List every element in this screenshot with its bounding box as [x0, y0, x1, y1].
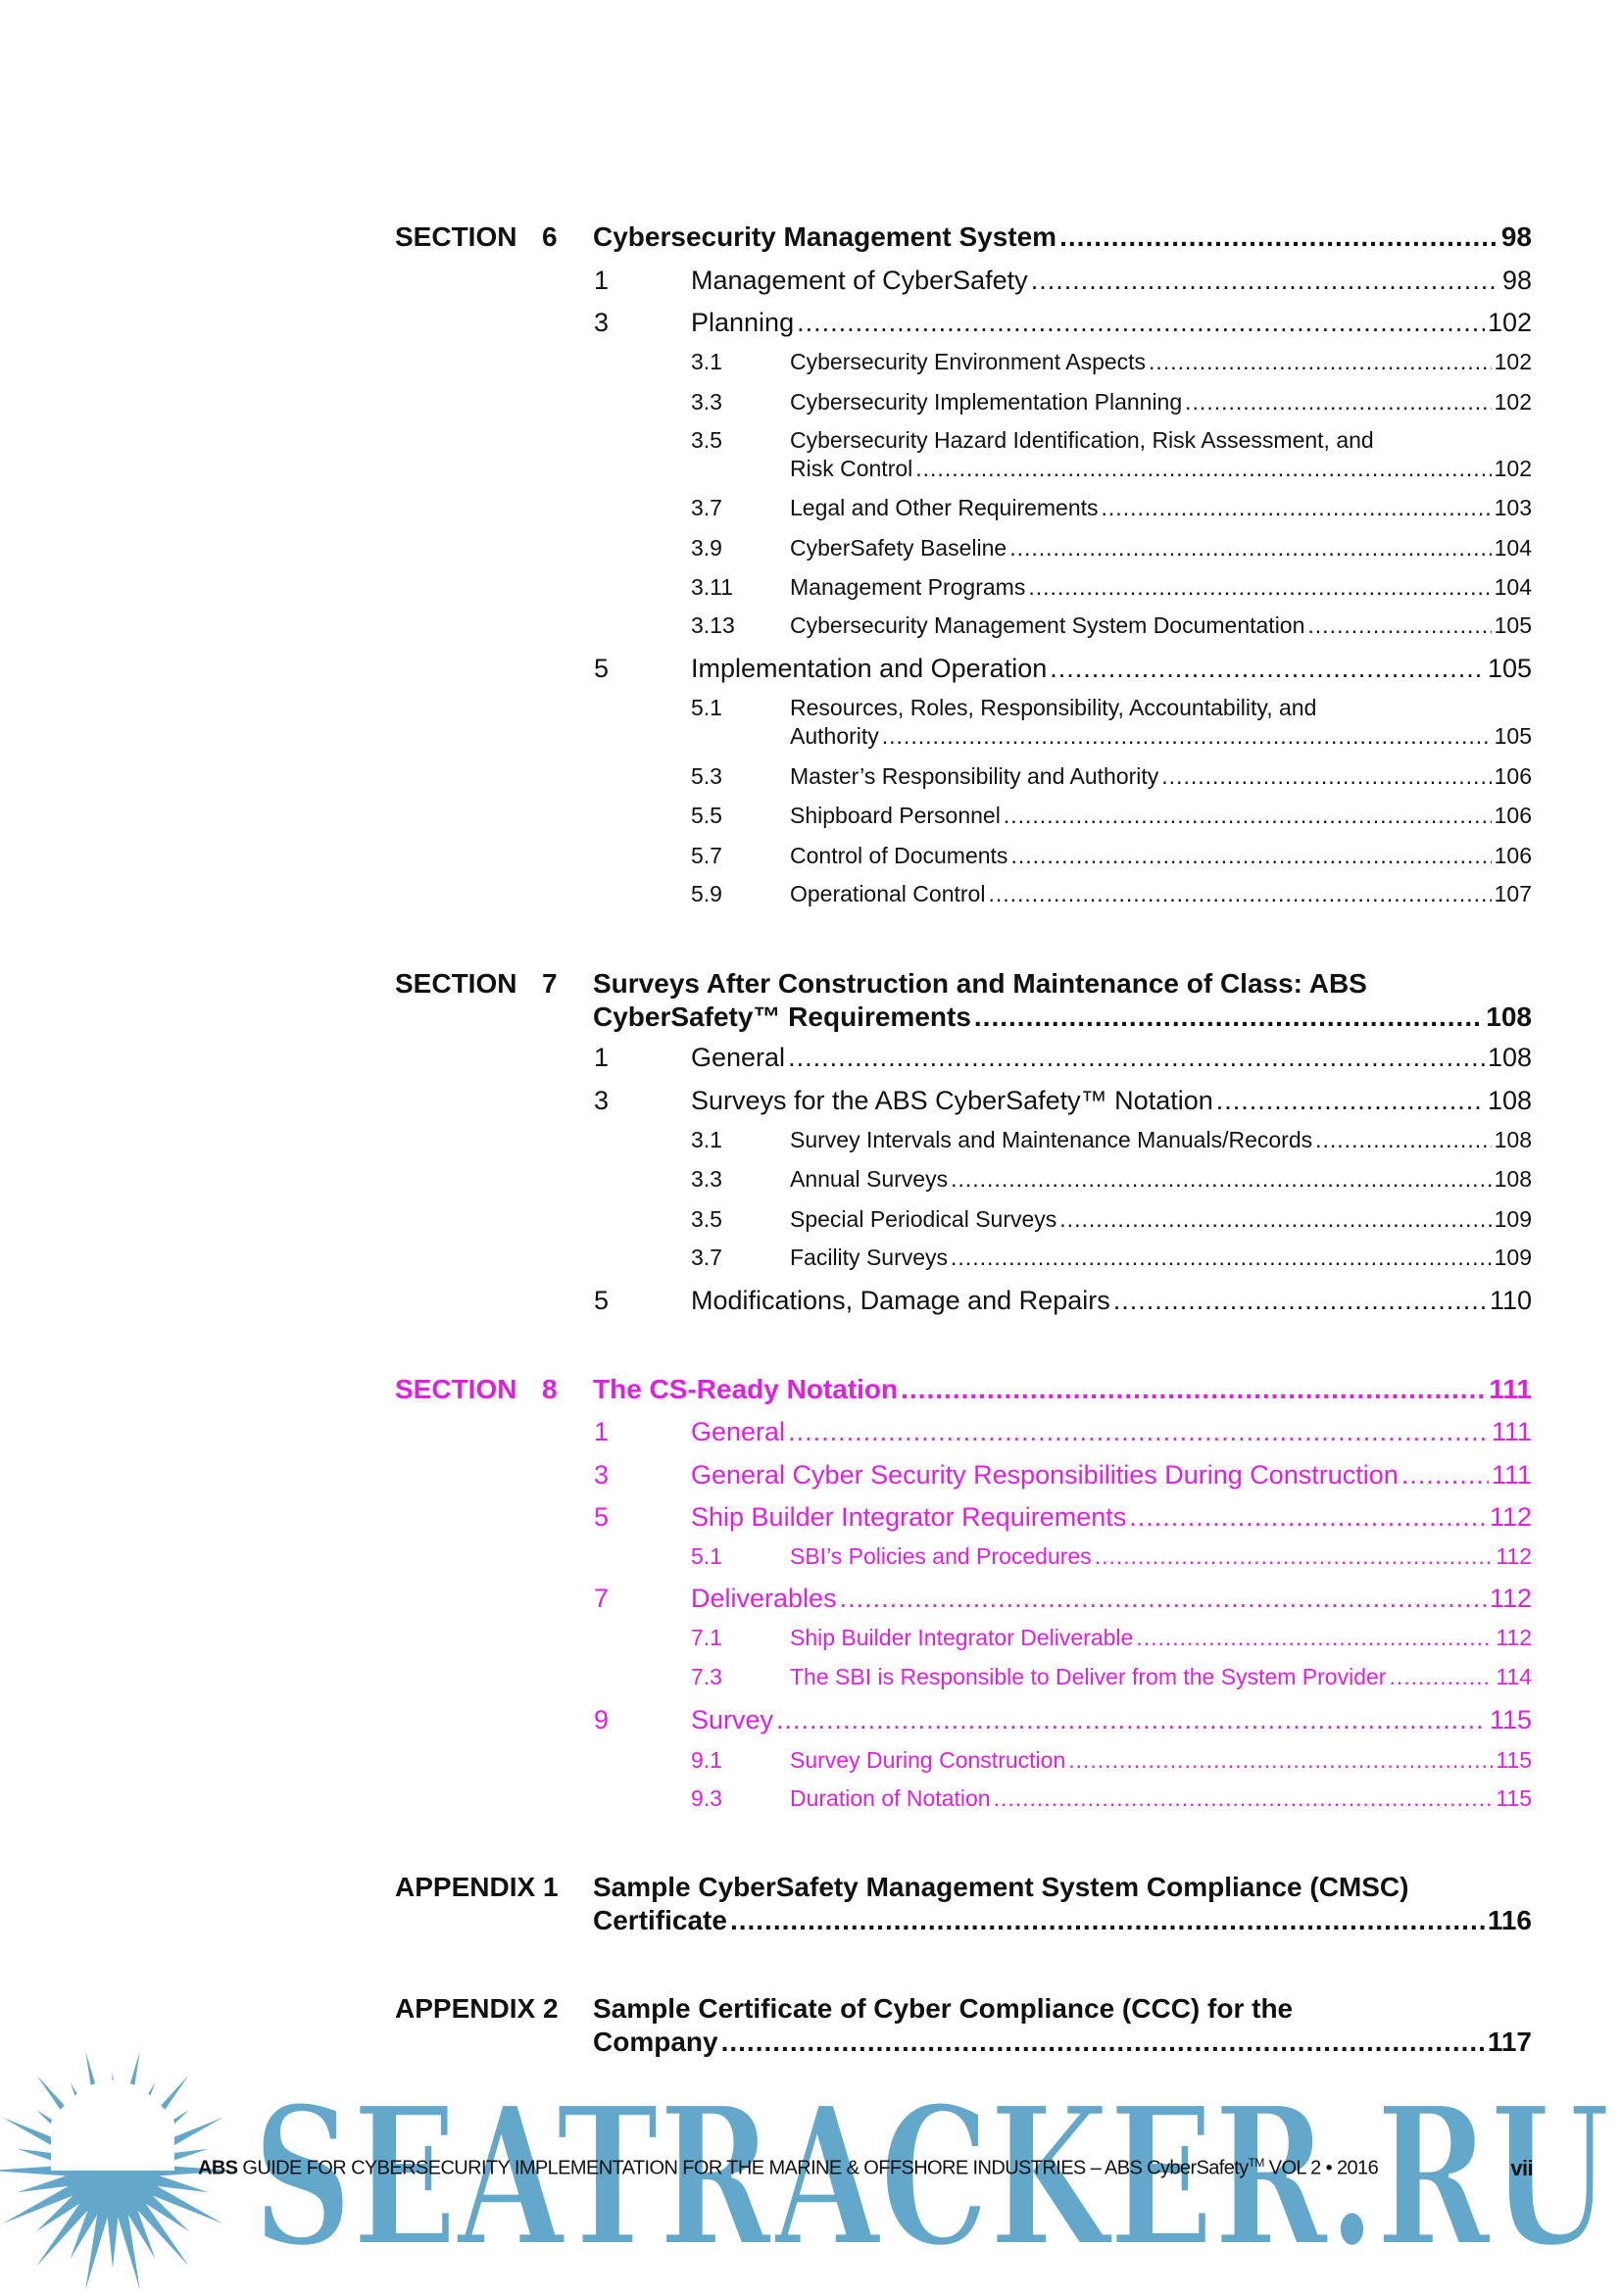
dot-leader	[1004, 803, 1492, 829]
page-number-ref[interactable]: 102	[1494, 456, 1532, 481]
page-number-ref[interactable]: 109	[1494, 1245, 1532, 1270]
entry-title[interactable]: Legal and Other Requirements	[790, 495, 1099, 520]
entry-title-line	[691, 1584, 1532, 1614]
entry-number: 3.3	[691, 1166, 722, 1192]
dot-leader	[788, 1417, 1489, 1447]
dot-leader	[1113, 1286, 1487, 1316]
entry-title[interactable]: Cybersecurity Environment Aspects	[790, 349, 1147, 374]
section-label	[395, 1374, 516, 1405]
dot-leader	[901, 1374, 1486, 1405]
page-number-ref[interactable]: 112	[1496, 1625, 1532, 1650]
dot-leader	[1161, 763, 1491, 790]
dot-leader	[1102, 495, 1492, 521]
entry-title[interactable]: Management of CyberSafety	[691, 266, 1028, 295]
page-number-ref[interactable]: 108	[1487, 1043, 1532, 1072]
dot-leader	[882, 723, 1492, 750]
page-number-ref[interactable]: 117	[1487, 2027, 1532, 2057]
dot-leader	[1185, 389, 1491, 415]
section-label	[395, 1993, 535, 2025]
dot-leader	[1389, 1664, 1493, 1690]
page-number-ref[interactable]: 103	[1494, 495, 1532, 520]
entry-title-line	[691, 1460, 1532, 1490]
entry-number: 3.1	[691, 349, 722, 374]
entry-title-line	[790, 881, 1532, 907]
entry-number: 5	[594, 654, 610, 683]
entry-number: 3	[594, 1086, 610, 1115]
entry-title-line	[790, 1166, 1532, 1193]
page-number-ref[interactable]: 110	[1489, 1286, 1532, 1315]
section-label	[395, 221, 516, 253]
page-number-ref[interactable]: 112	[1489, 1502, 1532, 1532]
dot-leader	[1059, 221, 1498, 253]
dot-leader	[797, 308, 1485, 338]
entry-number: 3	[594, 1460, 610, 1490]
entry-title[interactable]: Management Programs	[790, 574, 1026, 600]
page-number-ref[interactable]: 102	[1487, 308, 1532, 337]
page-number-ref[interactable]: 105	[1487, 654, 1532, 683]
page-number-ref[interactable]: 115	[1496, 1785, 1532, 1811]
entry-number: 3.11	[691, 574, 734, 600]
footer-title: GUIDE FOR CYBERSECURITY IMPLEMENTATION FOR THE MARINE & OFFSHORE INDUSTRIES – ABS CyberSafety	[237, 2157, 1249, 2179]
section-label-text: SECTION	[395, 1374, 517, 1404]
entry-title[interactable]: Ship Builder Integrator Deliverable	[790, 1625, 1134, 1650]
section-number: 7	[542, 968, 558, 999]
entry-title[interactable]: General Cyber Security Responsibilities During Construction	[691, 1460, 1399, 1490]
dot-leader	[730, 1905, 1485, 1936]
entry-title-line	[691, 308, 1532, 338]
entry-title-line	[593, 221, 1532, 253]
entry-number: 5.5	[691, 803, 722, 828]
page-number-ref[interactable]: 98	[1500, 221, 1532, 252]
entry-title[interactable]: Surveys After Construction and Maintenance of Class: ABS	[593, 968, 1367, 999]
page-number-ref[interactable]: 111	[1491, 1417, 1532, 1446]
entry-title-line	[790, 349, 1532, 375]
entry-title-line	[790, 1127, 1532, 1153]
page-number-ref[interactable]: 98	[1501, 266, 1532, 295]
watermark-text: SEATRACKER.RU	[253, 2065, 1610, 2290]
page-number-ref[interactable]: 106	[1494, 843, 1532, 868]
dot-leader	[840, 1584, 1487, 1614]
dot-leader	[1059, 1206, 1491, 1233]
entry-title-line	[790, 1785, 1532, 1812]
entry-title[interactable]: Facility Surveys	[790, 1245, 949, 1270]
section-label	[395, 1872, 535, 1903]
entry-title[interactable]: Certificate	[593, 1905, 727, 1935]
page-footer	[198, 2156, 1533, 2180]
entry-title-line	[593, 968, 1367, 1000]
entry-title[interactable]: Modifications, Damage and Repairs	[691, 1286, 1110, 1315]
entry-title-line	[790, 1543, 1532, 1570]
section-number: 2	[543, 1993, 559, 2024]
entry-title-line	[790, 612, 1532, 639]
entry-number: 5	[594, 1502, 610, 1532]
entry-title[interactable]: Special Periodical Surveys	[790, 1206, 1057, 1232]
entry-number: 3.5	[691, 1206, 722, 1232]
dot-leader	[1010, 843, 1491, 869]
entry-title-line	[790, 1664, 1532, 1690]
entry-title[interactable]: Resources, Roles, Responsibility, Accountability, and	[790, 695, 1317, 720]
dot-leader	[1216, 1086, 1485, 1116]
entry-number: 1	[594, 1043, 610, 1072]
entry-title-line	[790, 427, 1374, 454]
dot-leader	[1129, 1502, 1487, 1533]
page-number: vii	[1510, 2156, 1533, 2180]
entry-number: 5.1	[691, 1543, 722, 1569]
page-number-ref[interactable]: 102	[1494, 389, 1532, 415]
page-number-ref[interactable]: 108	[1486, 1001, 1532, 1032]
entry-number: 3.13	[691, 612, 735, 638]
footer-volume: VOL 2 • 2016	[1263, 2157, 1379, 2179]
section-label-text: SECTION	[395, 221, 517, 252]
entry-title-line	[790, 535, 1532, 562]
entry-title[interactable]: Surveys for the ABS CyberSafety™ Notation	[691, 1086, 1213, 1115]
section-number: 6	[542, 221, 558, 252]
entry-title[interactable]: Annual Surveys	[790, 1166, 949, 1192]
entry-title-line	[790, 495, 1532, 521]
footer-tm: TM	[1248, 2156, 1264, 2170]
entry-title[interactable]: Deliverables	[691, 1584, 837, 1613]
dot-leader	[951, 1245, 1492, 1271]
entry-title-line	[790, 389, 1532, 415]
entry-title-line	[691, 654, 1532, 684]
entry-number: 3.1	[691, 1127, 722, 1152]
section-number: 8	[542, 1374, 558, 1404]
entry-title[interactable]: Operational Control	[790, 881, 986, 906]
dot-leader	[1009, 535, 1491, 562]
entry-title[interactable]: Risk Control	[790, 456, 913, 481]
entry-title-line	[790, 574, 1532, 601]
entry-title-line	[790, 723, 1532, 750]
entry-title[interactable]: Duration of Notation	[790, 1785, 991, 1811]
entry-title-line	[790, 1625, 1532, 1651]
page-number-ref[interactable]: 108	[1494, 1127, 1532, 1152]
page-number-ref[interactable]: 115	[1496, 1747, 1532, 1773]
entry-title[interactable]: Implementation and Operation	[691, 654, 1048, 683]
dot-leader	[776, 1705, 1487, 1735]
entry-number: 3.7	[691, 495, 722, 520]
page-number-ref[interactable]: 116	[1487, 1905, 1532, 1935]
page-number-ref[interactable]: 106	[1494, 763, 1532, 789]
entry-title[interactable]: Survey Intervals and Maintenance Manuals/Records	[790, 1127, 1313, 1152]
entry-title-line	[593, 1001, 1532, 1033]
section-label-text: APPENDIX	[395, 1993, 536, 2024]
entry-number: 7	[594, 1584, 610, 1613]
entry-title[interactable]: Ship Builder Integrator Requirements	[691, 1502, 1127, 1532]
entry-title-line	[790, 763, 1532, 790]
entry-number: 5	[594, 1286, 610, 1315]
entry-number: 3.5	[691, 427, 722, 453]
dot-leader	[1068, 1747, 1493, 1774]
dot-leader	[1136, 1625, 1493, 1651]
entry-title[interactable]: CyberSafety™ Requirements	[593, 1001, 971, 1032]
section-label	[395, 968, 516, 1000]
entry-title[interactable]: Cybersecurity Management System Documentation	[790, 612, 1305, 638]
page-number-ref[interactable]: 108	[1494, 1166, 1532, 1192]
dot-leader	[1095, 1543, 1494, 1570]
page-number-ref[interactable]: 106	[1494, 803, 1532, 828]
entry-title[interactable]: Cybersecurity Implementation Planning	[790, 389, 1183, 415]
entry-title[interactable]: Company	[593, 2027, 718, 2057]
page-number-ref[interactable]: 107	[1494, 881, 1532, 906]
entry-title-line	[593, 1872, 1408, 1903]
page-number-ref[interactable]: 108	[1487, 1086, 1532, 1115]
dot-leader	[1149, 349, 1492, 375]
entry-title[interactable]: CyberSafety Baseline	[790, 535, 1007, 561]
entry-title-line	[790, 1747, 1532, 1774]
entry-number: 1	[594, 266, 610, 295]
page-number-ref[interactable]: 102	[1494, 349, 1532, 374]
entry-number: 5.1	[691, 695, 722, 720]
entry-number: 9.3	[691, 1785, 722, 1811]
entry-title[interactable]: The CS-Ready Notation	[593, 1374, 899, 1404]
page-number-ref[interactable]: 111	[1489, 1374, 1532, 1404]
entry-title[interactable]: General	[691, 1043, 786, 1072]
entry-title[interactable]: Cybersecurity Management System	[593, 221, 1057, 252]
entry-number: 3	[594, 308, 610, 337]
entry-number: 3.3	[691, 389, 722, 415]
entry-number: 3.7	[691, 1245, 722, 1270]
entry-title-line	[790, 1245, 1532, 1271]
entry-number: 5.3	[691, 763, 722, 789]
entry-title[interactable]: Master’s Responsibility and Authority	[790, 763, 1159, 789]
entry-title[interactable]: Sample Certificate of Cyber Compliance (CCC) for the	[593, 1993, 1294, 2024]
entry-title-line	[691, 266, 1532, 296]
entry-number: 9	[594, 1705, 610, 1734]
entry-title[interactable]: Cybersecurity Hazard Identification, Risk Assessment, and	[790, 427, 1374, 453]
dot-leader	[1031, 266, 1499, 296]
entry-title[interactable]: Control of Documents	[790, 843, 1008, 868]
page-number-ref[interactable]: 105	[1494, 612, 1532, 638]
dot-leader	[788, 1043, 1485, 1073]
page-number-ref[interactable]: 104	[1494, 574, 1532, 600]
page-number-ref[interactable]: 109	[1494, 1206, 1532, 1232]
entry-title[interactable]: SBI’s Policies and Procedures	[790, 1543, 1092, 1569]
entry-title-line	[593, 1905, 1532, 1936]
entry-title-line	[593, 1374, 1532, 1405]
page-number-ref[interactable]: 104	[1494, 535, 1532, 561]
entry-title-line	[790, 843, 1532, 869]
entry-title[interactable]: General	[691, 1417, 786, 1446]
entry-title[interactable]: Shipboard Personnel	[790, 803, 1001, 828]
entry-number: 3.9	[691, 535, 722, 561]
entry-number: 7.1	[691, 1625, 722, 1650]
entry-title[interactable]: Survey During Construction	[790, 1747, 1066, 1773]
entry-title[interactable]: Sample CyberSafety Management System Compliance (CMSC)	[593, 1872, 1409, 1902]
section-label-text: APPENDIX	[395, 1872, 536, 1902]
dot-leader	[1050, 654, 1485, 684]
entry-title-line	[790, 803, 1532, 829]
footer-brand: ABS	[198, 2157, 238, 2179]
entry-title[interactable]: The SBI is Responsible to Deliver from the System Provider	[790, 1664, 1387, 1689]
dot-leader	[915, 456, 1491, 482]
entry-title-line	[790, 456, 1532, 482]
page-number-ref[interactable]: 114	[1496, 1664, 1532, 1689]
dot-leader	[974, 1001, 1483, 1033]
entry-title-line	[790, 695, 1316, 721]
entry-number: 9.1	[691, 1747, 722, 1773]
dot-leader	[1315, 1127, 1492, 1153]
entry-title-line	[593, 1993, 1293, 2025]
entry-title-line	[691, 1417, 1532, 1447]
entry-number: 5.7	[691, 843, 722, 868]
dot-leader	[1401, 1460, 1489, 1490]
entry-title[interactable]: Survey	[691, 1705, 774, 1734]
dot-leader	[1028, 574, 1491, 601]
page-number-ref[interactable]: 105	[1494, 723, 1532, 749]
entry-title-line	[691, 1286, 1532, 1316]
dot-leader	[988, 881, 1491, 907]
entry-title-line	[691, 1705, 1532, 1735]
entry-title[interactable]: Planning	[691, 308, 795, 337]
entry-number: 7.3	[691, 1664, 722, 1689]
page-number-ref[interactable]: 111	[1491, 1460, 1532, 1490]
entry-number: 1	[594, 1417, 610, 1446]
dot-leader	[1307, 612, 1491, 639]
page-number-ref[interactable]: 115	[1489, 1705, 1532, 1734]
section-label-text: SECTION	[395, 968, 517, 999]
dot-leader	[951, 1166, 1492, 1193]
entry-title-line	[691, 1502, 1532, 1533]
dot-leader	[994, 1785, 1494, 1812]
entry-title[interactable]: Authority	[790, 723, 879, 749]
entry-title-line	[691, 1086, 1532, 1116]
page-number-ref[interactable]: 112	[1496, 1543, 1532, 1569]
entry-number: 5.9	[691, 881, 722, 906]
entry-title-line	[691, 1043, 1532, 1073]
page-number-ref[interactable]: 112	[1489, 1584, 1532, 1613]
entry-title-line	[790, 1206, 1532, 1233]
section-number: 1	[543, 1872, 559, 1902]
